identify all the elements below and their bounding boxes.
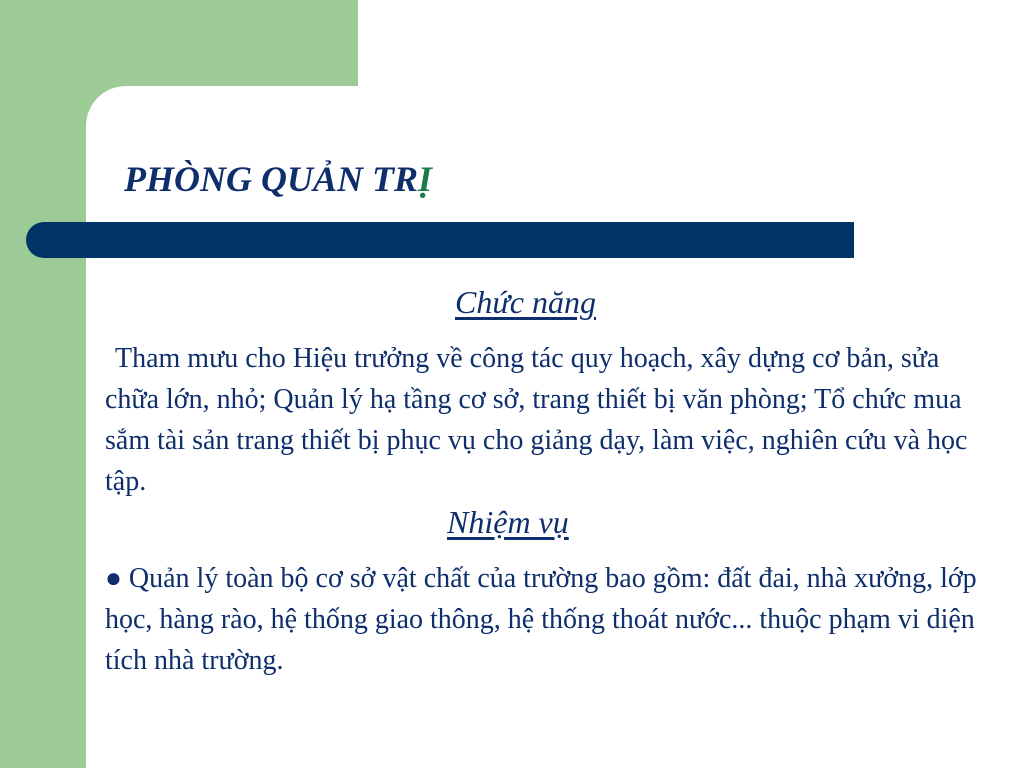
slide-title-main: PHÒNG QUẢN TR xyxy=(124,159,418,199)
section-text-function: Tham mưu cho Hiệu trưởng về công tác quy hoạch, xây dựng cơ bản, sửa chữa lớn, nhỏ; Quản lý hạ tầng cơ sở, trang thiết bị văn phòng; Tổ chức mua sắm tài sản trang thiết bị phục vụ cho giảng dạy, làm việc, nghiên cứu và học tập. xyxy=(105,343,968,497)
section-heading-duties: Nhiệm vụ xyxy=(447,504,569,540)
section-heading-function: Chức năng xyxy=(455,284,596,320)
slide-title-accent: Ị xyxy=(418,159,433,199)
title-bar xyxy=(26,222,854,258)
top-white-area xyxy=(358,0,1024,86)
slide-title xyxy=(124,158,432,200)
section-text-duties: ● Quản lý toàn bộ cơ sở vật chất của trường bao gồm: đất đai, nhà xưởng, lớp học, hàng rào, hệ thống giao thông, hệ thống thoát nước... thuộc phạm vi diện tích nhà trường. xyxy=(105,563,977,676)
